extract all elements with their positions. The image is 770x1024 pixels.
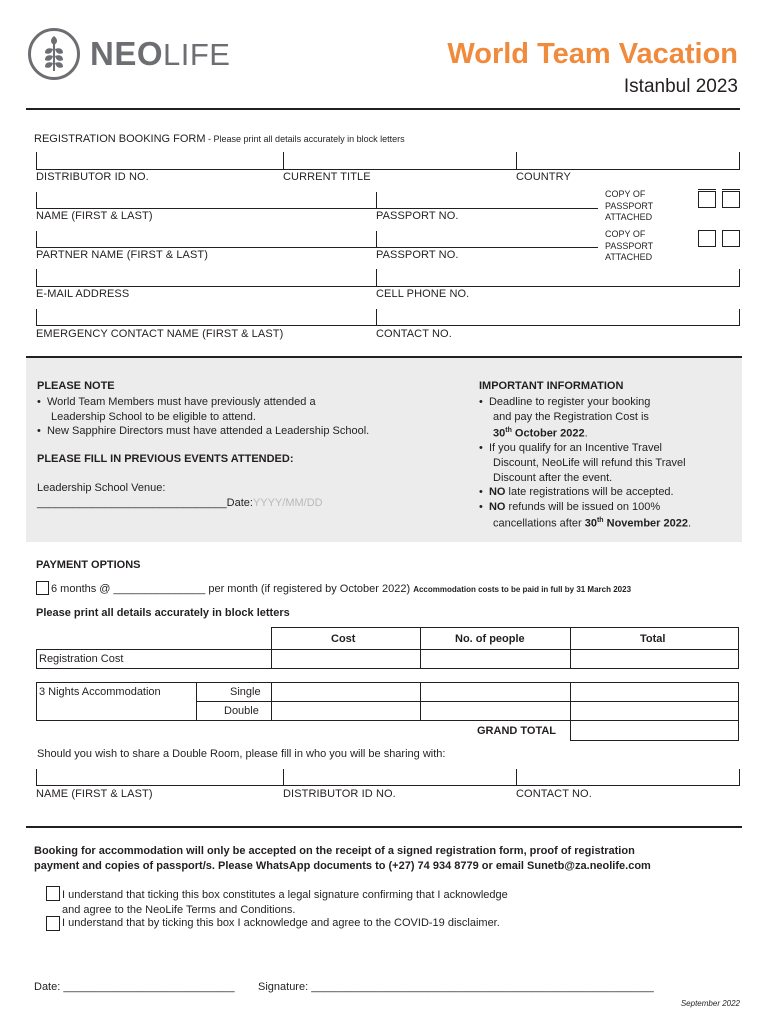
share-contact-label: CONTACT NO. — [516, 788, 592, 800]
bullet: • — [479, 396, 489, 408]
registration-cost-label: Registration Cost — [39, 653, 124, 665]
deadline-date: 30 — [493, 427, 506, 440]
partner-name-label: PARTNER NAME (FIRST & LAST) — [36, 249, 209, 261]
passport-field-2[interactable] — [377, 231, 598, 248]
list-item — [479, 424, 691, 441]
venue-label: Leadership School Venue: — [37, 482, 166, 494]
list-item — [479, 471, 691, 486]
list-item — [37, 424, 369, 439]
cell-phone-label: CELL PHONE NO. — [376, 288, 470, 300]
list-item-text: Deadline to register your booking — [488, 396, 651, 408]
please-note-title: PLEASE NOTE — [37, 380, 115, 392]
form-heading-note: - Please print all details accurately in block letters — [205, 134, 405, 144]
passport-copy-line: COPY OF — [605, 229, 646, 239]
passport-field-1[interactable] — [377, 192, 598, 209]
distributor-id-field[interactable] — [36, 152, 282, 170]
terms-consent-checkbox[interactable] — [46, 886, 60, 901]
passport-copy-line: PASSPORT — [605, 200, 654, 211]
deadline-date-sup: th — [505, 427, 512, 435]
share-name-label: NAME (FIRST & LAST) — [36, 788, 153, 800]
single-people-cell[interactable] — [420, 682, 571, 702]
list-item — [479, 456, 691, 471]
share-room-note: Should you wish to share a Double Room, please fill in who you will be sharing with: — [37, 748, 446, 760]
venue-date-row — [37, 497, 323, 509]
single-label: Single — [230, 686, 261, 698]
share-distributor-field[interactable] — [284, 769, 516, 786]
payment-options-title: PAYMENT OPTIONS — [36, 559, 141, 571]
list-item-text: refunds will be issued on 100% — [505, 500, 661, 513]
print-details-note: Please print all details accurately in block letters — [36, 607, 290, 619]
double-people-cell[interactable] — [420, 701, 571, 721]
emergency-contact-field[interactable] — [36, 309, 375, 326]
contact-no-label: CONTACT NO. — [376, 328, 452, 340]
single-total-cell[interactable] — [570, 682, 739, 702]
partner-name-field[interactable] — [36, 231, 375, 248]
double-label: Double — [224, 705, 259, 717]
emphasis: NO — [488, 500, 506, 513]
field-tick — [739, 769, 740, 786]
list-item-text: Leadership School to be eligible to attend. — [51, 410, 256, 423]
list-item-text: cancellations after — [493, 518, 585, 531]
payment-option-text: 6 months @ _______________ per month (if registered by October 2022) — [51, 583, 411, 595]
date-label: Date: — [226, 497, 253, 509]
date-signature-field[interactable]: Date: ____________________________ — [34, 981, 235, 993]
share-distributor-label: DISTRIBUTOR ID NO. — [283, 788, 396, 800]
terms-consent-text — [62, 888, 508, 917]
list-item-text: New Sapphire Directors must have attended a Leadership School. — [46, 425, 370, 437]
deadline-date-rest: October 2022 — [511, 427, 585, 440]
passport-label-1: PASSPORT NO. — [376, 210, 459, 222]
grand-total-label: GRAND TOTAL — [477, 725, 557, 737]
page-title: World Team Vacation — [447, 38, 738, 70]
email-field[interactable] — [36, 269, 375, 287]
list-item-text: late registrations will be accepted. — [505, 486, 674, 499]
contact-no-field[interactable] — [377, 309, 739, 326]
distributor-id-label: DISTRIBUTOR ID NO. — [36, 171, 149, 183]
booking-notice — [34, 844, 651, 873]
accommodation-payment-note: Accommodation costs to be paid in full by 31 March 2023 — [413, 585, 632, 594]
name-label: NAME (FIRST & LAST) — [36, 210, 153, 222]
please-note-list — [37, 395, 369, 439]
covid-consent-text: I understand that by ticking this box I acknowledge and agree to the COVID-19 disclaimer. — [62, 917, 500, 929]
passport-copy-line: ATTACHED — [605, 212, 653, 222]
checkbox-top-line — [698, 189, 716, 190]
passport-copy-line: COPY OF — [605, 189, 646, 199]
share-contact-field[interactable] — [517, 769, 739, 786]
list-item — [37, 395, 369, 410]
payment-option-checkbox[interactable] — [36, 581, 49, 595]
passport-copy-note-2 — [605, 229, 653, 264]
double-cost-cell[interactable] — [271, 701, 421, 721]
list-item-text: Discount after the event. — [493, 471, 613, 484]
list-item-text: World Team Members must have previously attended a — [46, 396, 316, 408]
list-item-text: . — [687, 518, 692, 531]
footer-divider — [26, 826, 742, 828]
col-header-cost: Cost — [331, 633, 356, 645]
list-item — [479, 395, 691, 410]
bullet: • — [479, 442, 489, 455]
covid-consent-checkbox[interactable] — [46, 916, 60, 931]
booking-notice-line: Booking for accommodation will only be accepted on the receipt of a signed registration form, proof of registration — [34, 845, 635, 857]
country-field[interactable] — [517, 152, 739, 170]
registration-cost-cell[interactable] — [271, 649, 421, 669]
list-item — [479, 485, 691, 500]
field-tick — [739, 152, 740, 170]
current-title-field[interactable] — [284, 152, 516, 170]
emphasis: NO — [488, 486, 506, 499]
list-item — [37, 410, 369, 425]
important-info-list — [479, 395, 691, 532]
venue-input[interactable]: _______________________________ — [37, 497, 227, 509]
list-item — [479, 514, 691, 531]
date-input[interactable]: YYYY/MM/DD — [252, 497, 323, 509]
passport-label-2: PASSPORT NO. — [376, 249, 459, 261]
name-field[interactable] — [36, 192, 375, 209]
wheat-logo-icon — [27, 27, 81, 81]
form-version: September 2022 — [680, 999, 740, 1008]
refund-date: 30 — [584, 518, 597, 531]
logo-text-neo: NEO — [90, 35, 164, 72]
registration-people-cell[interactable] — [420, 649, 571, 669]
checkbox-top-line — [722, 189, 740, 190]
bullet: • — [37, 396, 47, 408]
logo-text-life: LIFE — [163, 37, 231, 72]
bullet: • — [37, 425, 47, 437]
list-item-text: . — [584, 427, 588, 440]
important-info-title: IMPORTANT INFORMATION — [479, 380, 624, 392]
double-total-cell[interactable] — [570, 701, 739, 721]
accommodation-label: 3 Nights Accommodation — [39, 686, 161, 698]
list-item — [479, 500, 691, 515]
consent-line: and agree to the NeoLife Terms and Conditions. — [62, 903, 296, 916]
cell-phone-field[interactable] — [377, 269, 739, 287]
refund-date-rest: November 2022 — [603, 518, 688, 531]
country-label: COUNTRY — [516, 171, 571, 183]
neolife-logo — [27, 27, 237, 81]
passport-copy-note-1 — [605, 189, 653, 224]
header-divider — [26, 108, 740, 110]
list-item-text: Discount, NeoLife will refund this Travel — [493, 457, 686, 470]
page-subtitle: Istanbul 2023 — [623, 76, 738, 97]
fill-previous-events-title: PLEASE FILL IN PREVIOUS EVENTS ATTENDED: — [37, 453, 294, 465]
payment-option-row — [51, 583, 631, 595]
share-name-field[interactable] — [36, 769, 282, 786]
booking-notice-line: payment and copies of passport/s. Please WhatsApp documents to (+27) 74 934 8779 or email Sunetb@za.neolife.com — [34, 859, 651, 872]
col-header-people: No. of people — [455, 633, 525, 645]
passport-copy-checkbox-no-2[interactable] — [722, 230, 740, 247]
list-item-text: If you qualify for an Incentive Travel — [488, 442, 663, 455]
emergency-contact-label: EMERGENCY CONTACT NAME (FIRST & LAST) — [36, 328, 284, 340]
passport-copy-checkbox-no-1[interactable] — [722, 191, 740, 208]
passport-copy-checkbox-yes-1[interactable] — [698, 191, 716, 208]
refund-date-sup: th — [596, 517, 604, 525]
col-header-total: Total — [640, 633, 666, 645]
registration-total-cell[interactable] — [570, 649, 739, 669]
list-item-text: and pay the Registration Cost is — [493, 410, 649, 423]
passport-copy-checkbox-yes-2[interactable] — [698, 230, 716, 247]
grand-total-cell[interactable] — [570, 720, 739, 741]
signature-field[interactable]: Signature: ________________________________________________________ — [258, 981, 654, 993]
single-cost-cell[interactable] — [271, 682, 421, 702]
field-tick — [739, 269, 740, 287]
bullet: • — [479, 486, 489, 499]
list-item — [479, 441, 691, 456]
passport-copy-line: PASSPORT — [605, 240, 654, 251]
field-tick — [739, 309, 740, 326]
email-label: E-MAIL ADDRESS — [36, 288, 130, 300]
form-heading — [34, 129, 405, 147]
form-heading-title: REGISTRATION BOOKING FORM — [34, 133, 206, 145]
current-title-label: CURRENT TITLE — [283, 171, 371, 183]
list-item — [479, 410, 691, 425]
passport-copy-line: ATTACHED — [605, 252, 653, 262]
bullet: • — [479, 500, 489, 513]
consent-line: I understand that ticking this box constitutes a legal signature confirming that I acknowledge — [62, 889, 508, 901]
